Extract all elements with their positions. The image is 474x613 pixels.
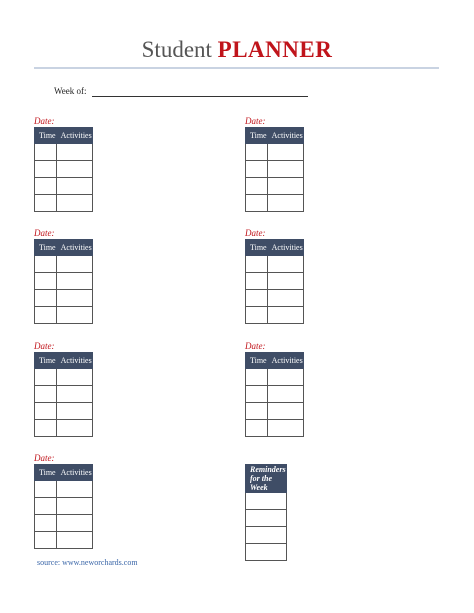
- table-row: [35, 403, 93, 420]
- table-row: [35, 273, 93, 290]
- activities-header: Activities: [56, 353, 92, 369]
- time-cell[interactable]: [35, 195, 57, 212]
- time-cell[interactable]: [35, 256, 57, 273]
- time-header: Time: [246, 353, 268, 369]
- date-label: Date:: [34, 341, 55, 351]
- reminder-cell[interactable]: [246, 510, 287, 527]
- activity-cell[interactable]: [267, 178, 303, 195]
- time-header: Time: [246, 128, 268, 144]
- activities-header: Activities: [56, 465, 92, 481]
- table-row: [246, 386, 304, 403]
- table-row: [246, 369, 304, 386]
- time-cell[interactable]: [35, 532, 57, 549]
- table-row: [246, 493, 287, 510]
- title-planner: PLANNER: [217, 37, 333, 62]
- reminder-cell[interactable]: [246, 493, 287, 510]
- activity-cell[interactable]: [267, 403, 303, 420]
- activity-cell[interactable]: [56, 195, 92, 212]
- table-row: [35, 178, 93, 195]
- time-cell[interactable]: [246, 161, 268, 178]
- time-cell[interactable]: [35, 420, 57, 437]
- time-cell[interactable]: [246, 369, 268, 386]
- time-cell[interactable]: [246, 403, 268, 420]
- activity-cell[interactable]: [267, 307, 303, 324]
- table-row: [35, 386, 93, 403]
- activity-cell[interactable]: [56, 144, 92, 161]
- activity-cell[interactable]: [56, 161, 92, 178]
- activity-cell[interactable]: [56, 290, 92, 307]
- page-title: [0, 36, 474, 64]
- time-cell[interactable]: [35, 273, 57, 290]
- schedule-table: [34, 464, 93, 549]
- schedule-table: [34, 127, 93, 212]
- time-cell[interactable]: [246, 256, 268, 273]
- reminders-header: Reminders for the Week: [246, 465, 287, 493]
- date-label: Date:: [34, 116, 55, 126]
- activity-cell[interactable]: [56, 178, 92, 195]
- activity-cell[interactable]: [56, 532, 92, 549]
- activity-cell[interactable]: [267, 144, 303, 161]
- table-row: [246, 161, 304, 178]
- time-cell[interactable]: [246, 307, 268, 324]
- table-row: [35, 144, 93, 161]
- activity-cell[interactable]: [56, 273, 92, 290]
- table-row: [246, 290, 304, 307]
- schedule-table: [245, 127, 304, 212]
- table-row: [246, 420, 304, 437]
- table-row: [246, 403, 304, 420]
- activity-cell[interactable]: [267, 161, 303, 178]
- schedule-table: [34, 239, 93, 324]
- activity-cell[interactable]: [267, 195, 303, 212]
- table-row: [35, 420, 93, 437]
- schedule-table: [245, 352, 304, 437]
- time-cell[interactable]: [246, 144, 268, 161]
- time-cell[interactable]: [35, 386, 57, 403]
- time-cell[interactable]: [246, 195, 268, 212]
- time-cell[interactable]: [35, 307, 57, 324]
- time-header: Time: [35, 128, 57, 144]
- time-header: Time: [35, 465, 57, 481]
- week-of-field[interactable]: [92, 96, 308, 97]
- activity-cell[interactable]: [56, 256, 92, 273]
- time-cell[interactable]: [35, 144, 57, 161]
- activity-cell[interactable]: [56, 369, 92, 386]
- time-cell[interactable]: [246, 290, 268, 307]
- activity-cell[interactable]: [267, 256, 303, 273]
- time-cell[interactable]: [246, 420, 268, 437]
- table-row: [35, 307, 93, 324]
- activities-header: Activities: [267, 353, 303, 369]
- time-header: Time: [246, 240, 268, 256]
- activity-cell[interactable]: [267, 369, 303, 386]
- activity-cell[interactable]: [56, 403, 92, 420]
- activity-cell[interactable]: [56, 420, 92, 437]
- time-cell[interactable]: [246, 386, 268, 403]
- table-row: [35, 161, 93, 178]
- table-row: [35, 290, 93, 307]
- time-cell[interactable]: [246, 178, 268, 195]
- schedule-table: [245, 239, 304, 324]
- time-cell[interactable]: [35, 498, 57, 515]
- table-row: [35, 369, 93, 386]
- title-student: Student: [141, 37, 212, 62]
- time-cell[interactable]: [35, 161, 57, 178]
- table-row: [35, 481, 93, 498]
- time-cell[interactable]: [246, 273, 268, 290]
- table-row: [246, 195, 304, 212]
- time-cell[interactable]: [35, 369, 57, 386]
- activities-header: Activities: [56, 240, 92, 256]
- source-link[interactable]: source: www.neworchards.com: [37, 558, 138, 567]
- time-cell[interactable]: [35, 403, 57, 420]
- week-of-label: Week of:: [54, 86, 87, 96]
- time-cell[interactable]: [35, 515, 57, 532]
- time-header: Time: [35, 240, 57, 256]
- time-header: Time: [35, 353, 57, 369]
- title-divider: [34, 67, 439, 69]
- table-row: [246, 178, 304, 195]
- activities-header: Activities: [267, 240, 303, 256]
- table-row: [246, 256, 304, 273]
- reminder-cell[interactable]: [246, 544, 287, 561]
- table-row: [246, 144, 304, 161]
- date-label: Date:: [245, 228, 266, 238]
- activity-cell[interactable]: [56, 307, 92, 324]
- table-row: [246, 273, 304, 290]
- table-row: [35, 256, 93, 273]
- time-cell[interactable]: [35, 178, 57, 195]
- time-cell[interactable]: [35, 290, 57, 307]
- date-label: Date:: [34, 453, 55, 463]
- activity-cell[interactable]: [267, 290, 303, 307]
- table-row: [246, 544, 287, 561]
- date-label: Date:: [245, 116, 266, 126]
- table-row: [35, 195, 93, 212]
- table-row: [246, 527, 287, 544]
- reminders-table: [245, 464, 287, 561]
- table-row: [246, 510, 287, 527]
- activity-cell[interactable]: [267, 386, 303, 403]
- activities-header: Activities: [56, 128, 92, 144]
- schedule-table: [34, 352, 93, 437]
- activity-cell[interactable]: [56, 515, 92, 532]
- activity-cell[interactable]: [56, 386, 92, 403]
- table-row: [246, 307, 304, 324]
- activities-header: Activities: [267, 128, 303, 144]
- date-label: Date:: [34, 228, 55, 238]
- activity-cell[interactable]: [56, 481, 92, 498]
- table-row: [35, 498, 93, 515]
- activity-cell[interactable]: [267, 273, 303, 290]
- time-cell[interactable]: [35, 481, 57, 498]
- table-row: [35, 532, 93, 549]
- date-label: Date:: [245, 341, 266, 351]
- activity-cell[interactable]: [56, 498, 92, 515]
- reminder-cell[interactable]: [246, 527, 287, 544]
- table-row: [35, 515, 93, 532]
- activity-cell[interactable]: [267, 420, 303, 437]
